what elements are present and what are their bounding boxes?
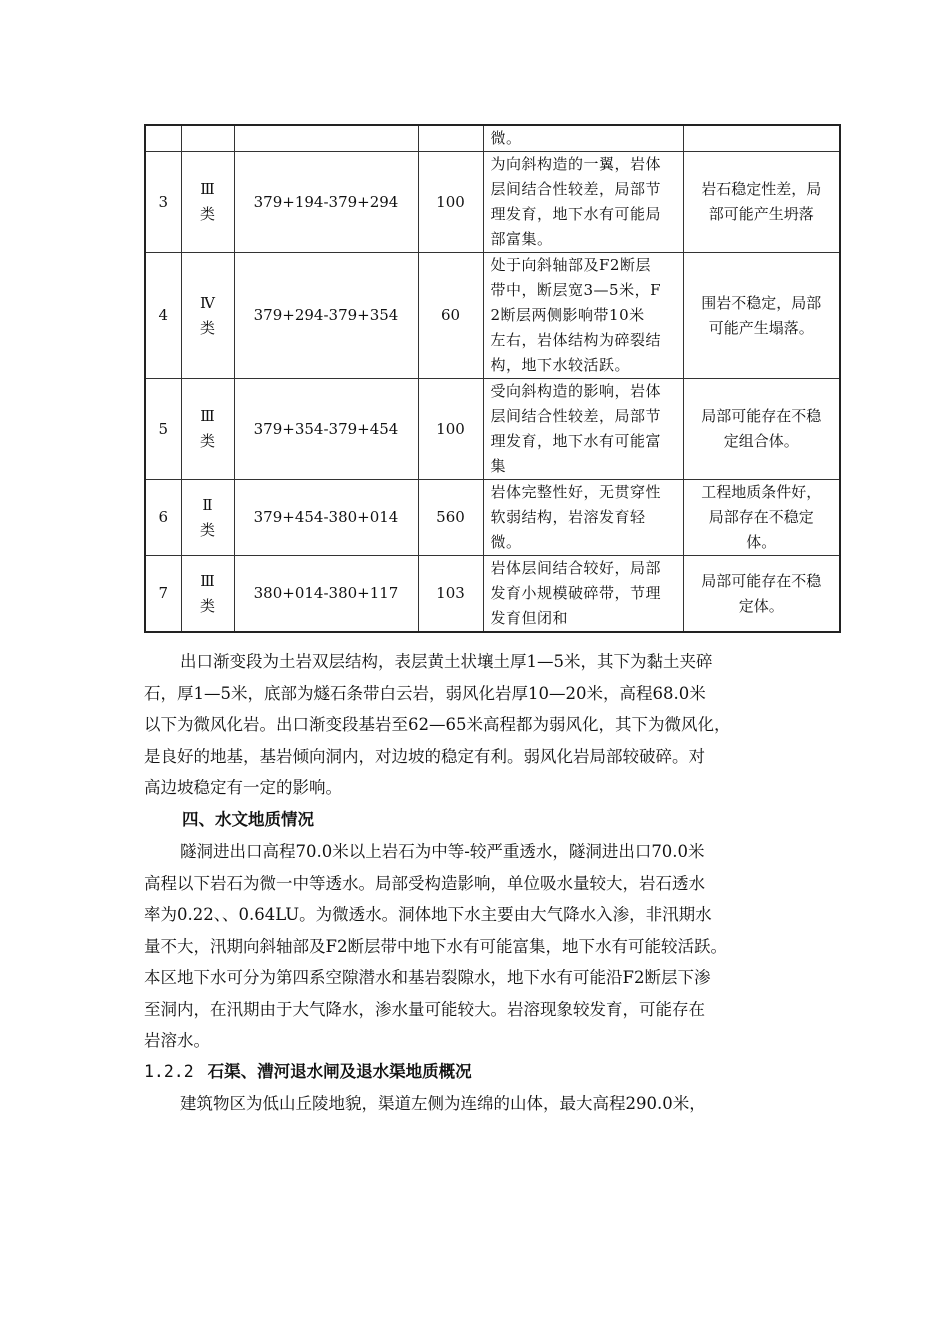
paragraph-building-area (144, 1088, 824, 1120)
cell-number (145, 125, 181, 152)
paragraph-line: 以下为微风化岩。出口渐变段基岩至62—65米高程都为弱风化，其下为微风化， (144, 715, 731, 734)
cell-class: Ⅱ 类 (181, 480, 234, 556)
cell-class: Ⅲ 类 (181, 556, 234, 633)
cell-length: 100 (418, 379, 483, 480)
cell-number: 3 (145, 152, 181, 253)
cell-length (418, 125, 483, 152)
cell-class: Ⅳ 类 (181, 253, 234, 379)
section-heading-1-2-2 (144, 1056, 472, 1088)
cell-evaluation: 工程地质条件好， 局部存在不稳定 体。 (683, 480, 840, 556)
cell-length: 560 (418, 480, 483, 556)
table-row (145, 152, 840, 253)
table-row (145, 480, 840, 556)
table-row (145, 556, 840, 633)
cell-chainage: 379+194-379+294 (234, 152, 418, 253)
table-row (145, 379, 840, 480)
geology-table (144, 124, 841, 633)
paragraph-hydrogeology (144, 836, 824, 1057)
table-row (145, 125, 840, 152)
table-row (145, 253, 840, 379)
paragraph-line: 至洞内，在汛期由于大气降水，渗水量可能较大。岩溶现象较发育，可能存在 (144, 999, 705, 1019)
cell-chainage: 379+354-379+454 (234, 379, 418, 480)
paragraph-line: 本区地下水可分为第四系空隙潜水和基岩裂隙水，地下水有可能沿F2断层下渗 (144, 968, 711, 987)
cell-class: Ⅲ 类 (181, 152, 234, 253)
cell-number: 7 (145, 556, 181, 633)
paragraph-line: 量不大，汛期向斜轴部及F2断层带中地下水有可能富集，地下水有可能较活跃。 (144, 936, 727, 956)
section-title: 石渠、漕河退水闸及退水渠地质概况 (207, 1062, 472, 1081)
cell-evaluation: 局部可能存在不稳 定体。 (683, 556, 840, 633)
paragraph-line: 隧洞进出口高程70.0米以上岩石为中等-较严重透水，隧洞进出口70.0米 (180, 842, 705, 861)
paragraph-line: 岩溶水。 (144, 1031, 210, 1050)
cell-length: 60 (418, 253, 483, 379)
paragraph-line: 是良好的地基，基岩倾向洞内，对边坡的稳定有利。弱风化岩局部较破碎。对 (144, 746, 705, 766)
cell-evaluation (683, 125, 840, 152)
geology-table-body (145, 125, 840, 632)
cell-chainage (234, 125, 418, 152)
section-number: 1.2.2 (144, 1062, 194, 1081)
cell-chainage: 379+454-380+014 (234, 480, 418, 556)
cell-number: 5 (145, 379, 181, 480)
heading-hydrogeology: 四、水文地质情况 (182, 810, 314, 829)
cell-evaluation: 岩石稳定性差，局 部可能产生坍落 (683, 152, 840, 253)
paragraph-line: 石，厚1—5米，底部为燧石条带白云岩，弱风化岩厚10—20米，高程68.0米 (144, 683, 706, 703)
cell-number: 4 (145, 253, 181, 379)
cell-description: 岩体层间结合较好，局部 发育小规模破碎带，节理 发育但闭和 (483, 556, 683, 633)
cell-description: 受向斜构造的影响，岩体 层间结合性较差，局部节 理发育，地下水有可能富 集 (483, 379, 683, 480)
cell-length: 100 (418, 152, 483, 253)
cell-length: 103 (418, 556, 483, 633)
cell-description: 为向斜构造的一翼，岩体 层间结合性较差，局部节 理发育，地下水有可能局 部富集。 (483, 152, 683, 253)
cell-chainage: 380+014-380+117 (234, 556, 418, 633)
cell-description: 岩体完整性好，无贯穿性 软弱结构，岩溶发育轻 微。 (483, 480, 683, 556)
cell-chainage: 379+294-379+354 (234, 253, 418, 379)
cell-description: 处于向斜轴部及F2断层 带中，断层宽3—5米，F 2断层两侧影响带10米 左右，岩体结构为碎裂结 构，地下水较活跃。 (483, 253, 683, 379)
cell-description: 微。 (483, 125, 683, 152)
cell-evaluation: 局部可能存在不稳 定组合体。 (683, 379, 840, 480)
paragraph-line: 建筑物区为低山丘陵地貌，渠道左侧为连绵的山体，最大高程290.0米， (180, 1094, 706, 1113)
cell-evaluation: 围岩不稳定，局部 可能产生塌落。 (683, 253, 840, 379)
cell-class (181, 125, 234, 152)
paragraph-outlet-transition (144, 646, 824, 804)
paragraph-line: 率为0.22、、0.64LU。为微透水。洞体地下水主要由大气降水入渗，非汛期水 (144, 905, 712, 924)
paragraph-line: 出口渐变段为土岩双层结构，表层黄土状壤土厚1—5米，其下为黏土夹碎 (180, 652, 713, 671)
paragraph-line: 高边坡稳定有一定的影响。 (144, 778, 342, 797)
paragraph-line: 高程以下岩石为微一中等透水。局部受构造影响，单位吸水量较大，岩石透水 (144, 873, 705, 893)
cell-class: Ⅲ 类 (181, 379, 234, 480)
cell-number: 6 (145, 480, 181, 556)
